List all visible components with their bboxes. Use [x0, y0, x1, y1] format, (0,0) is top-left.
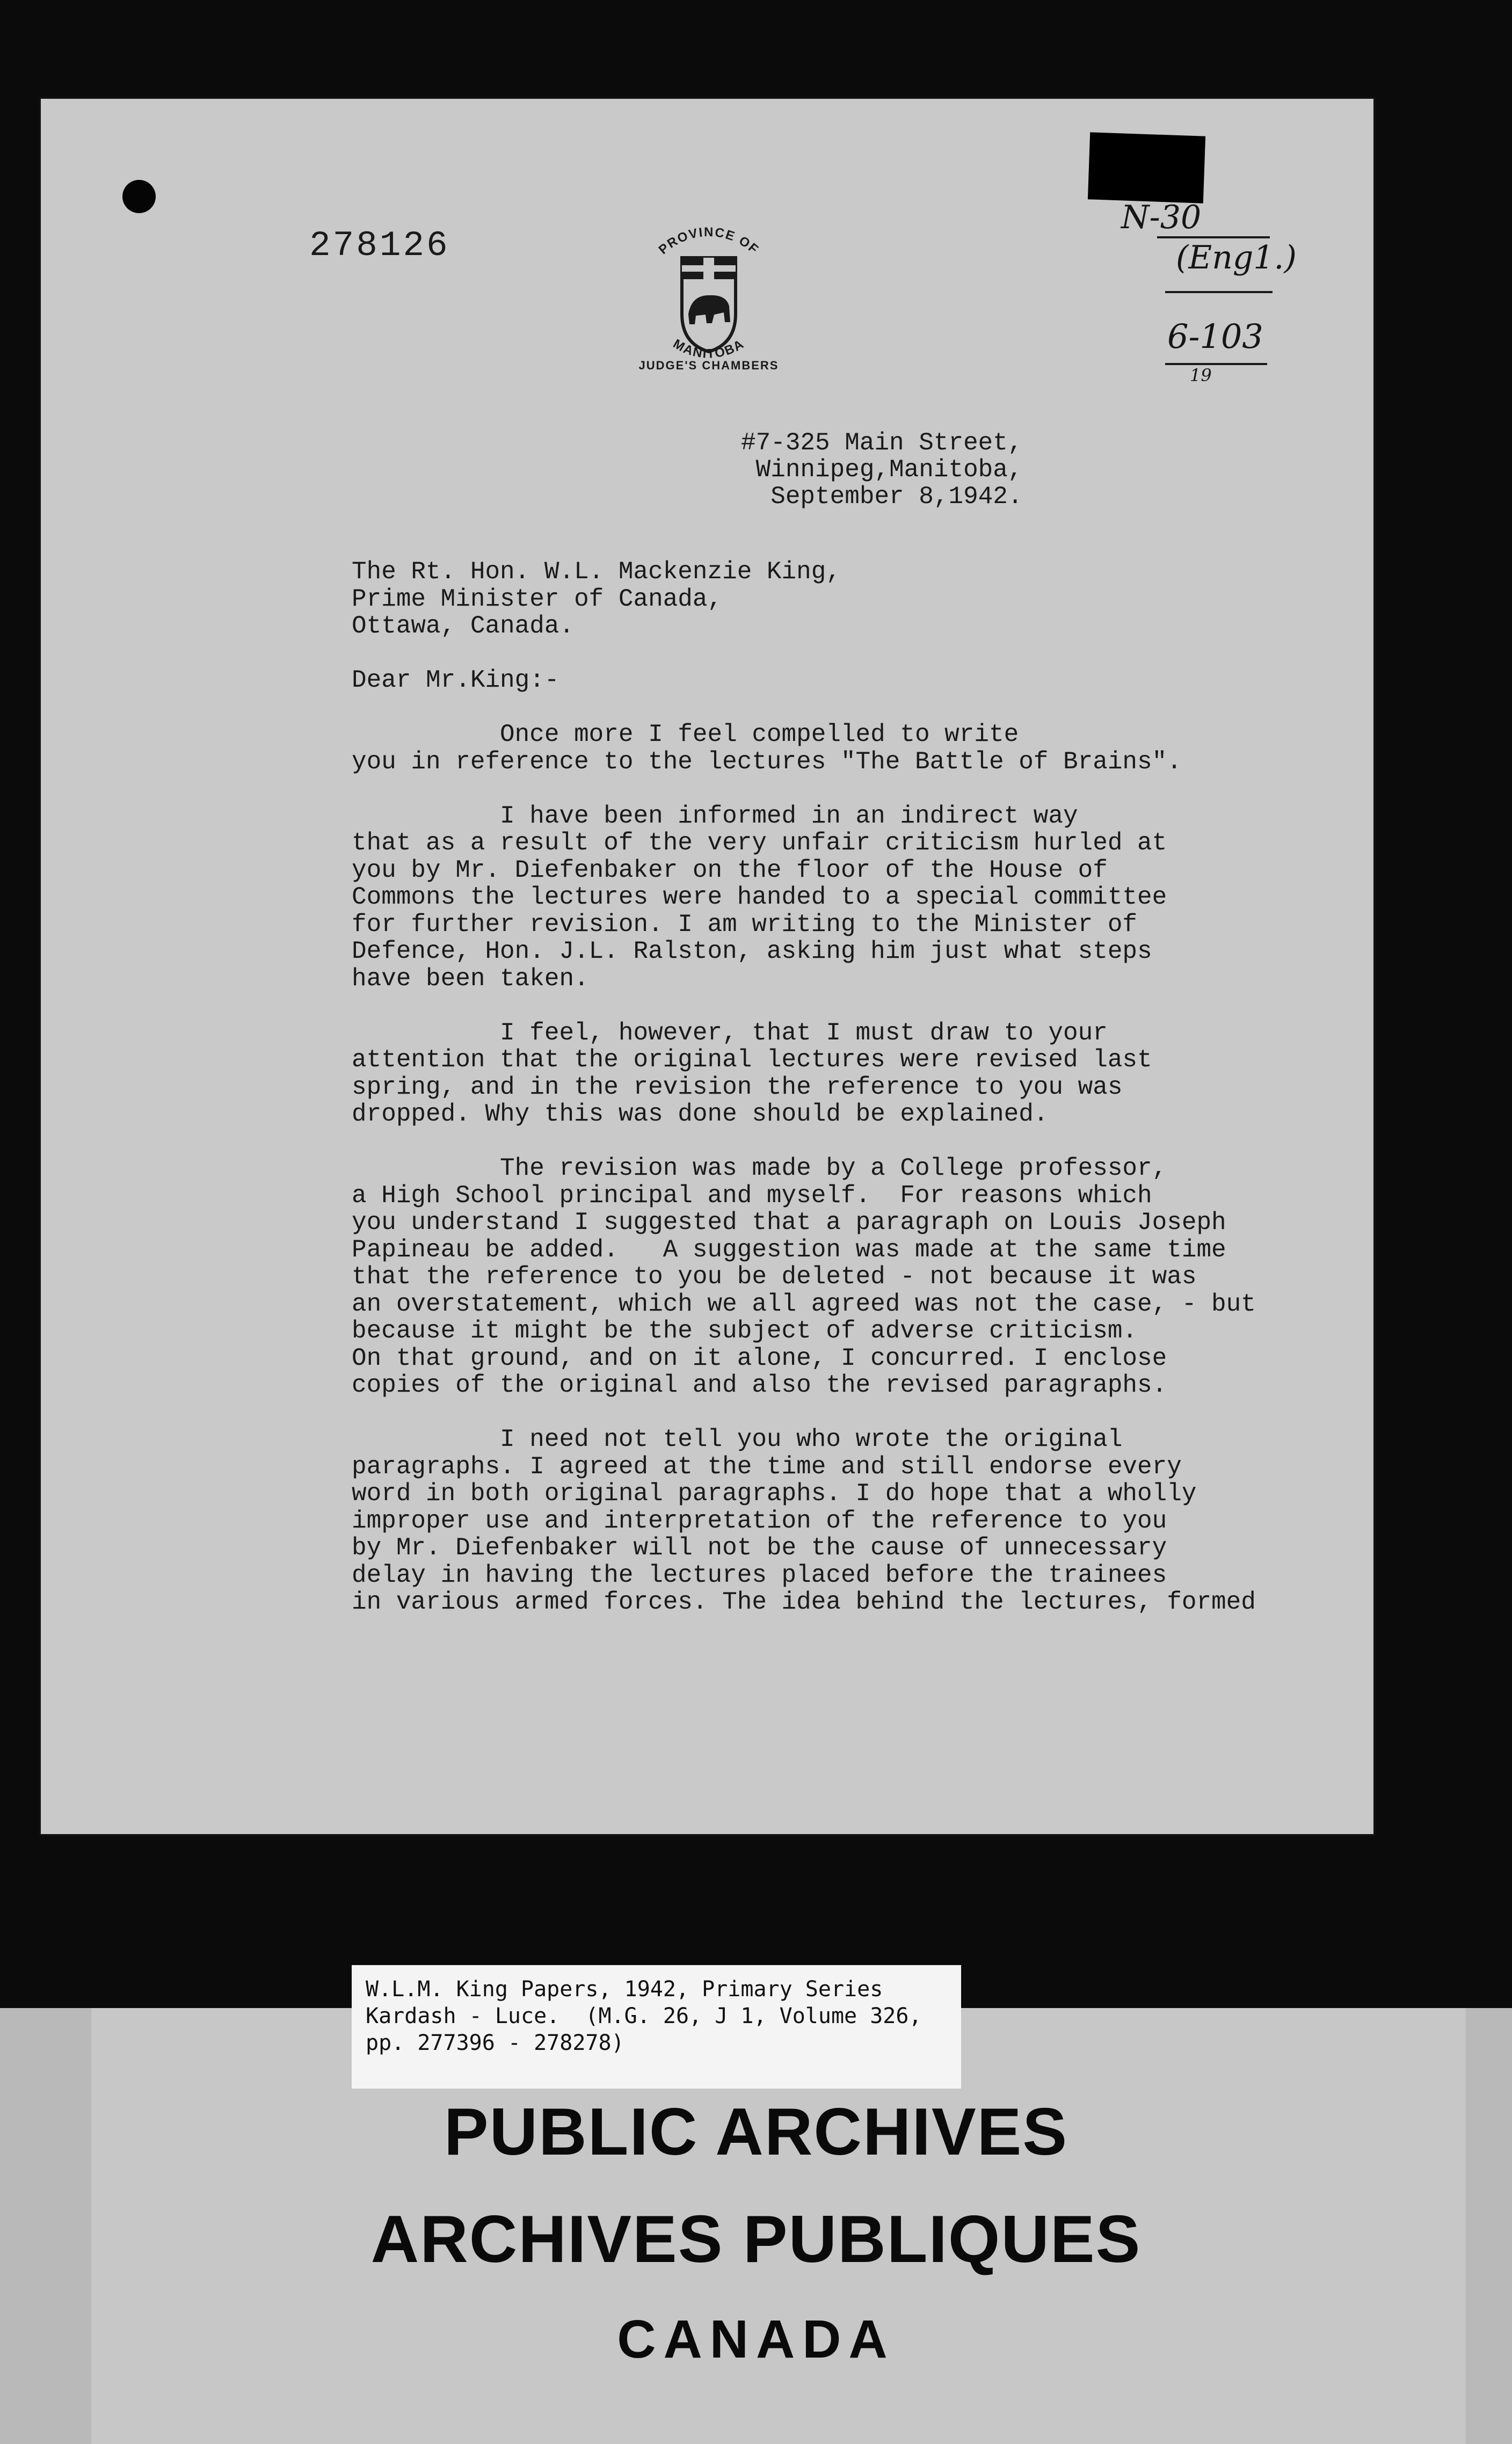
text-line: a High School principal and myself. For reasons which	[352, 1181, 1152, 1210]
address-line: #7-325 Main Street,	[741, 429, 1023, 457]
judges-chambers-label: JUDGE'S CHAMBERS	[638, 359, 779, 372]
seal-top-text: PROVINCE OF	[656, 224, 762, 258]
citation-line: pp. 277396 - 278278)	[366, 2031, 624, 2055]
paragraph-1	[352, 721, 1383, 775]
annotation-underline	[1157, 236, 1270, 238]
text-line: paragraphs. I agreed at the time and still endorse every	[352, 1452, 1182, 1481]
recipient-line: The Rt. Hon. W.L. Mackenzie King,	[352, 558, 841, 586]
text-line: delay in having the lectures placed before the trainees	[352, 1561, 1167, 1589]
archive-title-english: PUBLIC ARCHIVES	[444, 2095, 1068, 2169]
text-line: I feel, however, that I must draw to your	[352, 1019, 1108, 1047]
redaction-block	[1088, 132, 1205, 203]
punch-hole	[122, 180, 156, 213]
recipient-line: Prime Minister of Canada,	[352, 585, 723, 613]
paragraph-4	[352, 1155, 1383, 1399]
salutation: Dear Mr.King:-	[352, 666, 559, 694]
margin-annotation-language: (Eng1.)	[1176, 239, 1297, 277]
margin-annotation-reference: N-30	[1121, 199, 1202, 236]
text-line: attention that the original lectures were revised last	[352, 1046, 1152, 1074]
text-line: improper use and interpretation of the reference to you	[352, 1507, 1167, 1535]
text-line: copies of the original and also the revised paragraphs.	[352, 1371, 1167, 1399]
text-line: I need not tell you who wrote the original	[352, 1425, 1123, 1453]
seal-bottom-text: MANITOBA	[670, 336, 747, 361]
svg-text:PROVINCE OF	[656, 225, 762, 257]
address-line: Winnipeg,Manitoba,	[741, 456, 1023, 484]
margin-annotation-file: 6-103	[1167, 317, 1263, 356]
paragraph-5	[352, 1426, 1383, 1616]
letter-body	[352, 558, 1383, 1616]
archive-title-french: ARCHIVES PUBLIQUES	[370, 2202, 1142, 2276]
sender-address	[741, 430, 1023, 510]
margin-annotation-year: 19	[1190, 365, 1212, 385]
text-line: by Mr. Diefenbaker will not be the cause of unnecessary	[352, 1534, 1167, 1562]
text-line: you by Mr. Diefenbaker on the floor of the House of	[352, 856, 1108, 884]
text-line: I have been informed in an indirect way	[352, 802, 1078, 830]
text-line: Papineau be added. A suggestion was made at the same time	[352, 1235, 1226, 1264]
text-line: The revision was made by a College professor,	[352, 1154, 1167, 1182]
text-line: Defence, Hon. J.L. Ralston, asking him just what steps	[352, 937, 1152, 965]
annotation-underline	[1165, 291, 1273, 293]
text-line: an overstatement, which we all agreed was not the case, - but	[352, 1290, 1256, 1318]
date-line: September 8,1942.	[741, 483, 1023, 511]
text-line: you understand I suggested that a paragraph on Louis Joseph	[352, 1209, 1226, 1236]
text-line: word in both original paragraphs. I do hope that a wholly	[352, 1480, 1197, 1508]
document-number: 278126	[309, 226, 450, 266]
archive-citation-label	[352, 1965, 961, 2089]
archive-country: CANADA	[617, 2309, 895, 2369]
text-line: Once more I feel compelled to write	[352, 721, 1019, 748]
manitoba-seal-icon	[607, 220, 811, 381]
recipient-line: Ottawa, Canada.	[352, 612, 575, 640]
text-line: that as a result of the very unfair criticism hurled at	[352, 829, 1167, 857]
svg-text:MANITOBA	[671, 337, 747, 361]
paragraph-2	[352, 803, 1383, 993]
text-line: have been taken.	[352, 964, 589, 993]
text-line: spring, and in the revision the reference to you was	[352, 1073, 1123, 1101]
annotation-underline	[1165, 363, 1267, 365]
text-line: in various armed forces. The idea behind the lectures, formed	[352, 1588, 1256, 1616]
text-line: because it might be the subject of adverse criticism.	[352, 1317, 1138, 1345]
citation-line: Kardash - Luce. (M.G. 26, J 1, Volume 326,	[366, 2004, 922, 2028]
text-line: you in reference to the lectures "The Battle of Brains".	[352, 747, 1182, 776]
text-line: On that ground, and on it alone, I concurred. I enclose	[352, 1344, 1167, 1372]
text-line: that the reference to you be deleted - not because it was	[352, 1263, 1197, 1291]
text-line: dropped. Why this was done should be explained.	[352, 1100, 1049, 1128]
text-line: for further revision. I am writing to the Minister of	[352, 910, 1138, 939]
citation-line: W.L.M. King Papers, 1942, Primary Series	[366, 1977, 883, 2002]
paragraph-3	[352, 1020, 1383, 1128]
text-line: Commons the lectures were handed to a special committee	[352, 883, 1167, 911]
